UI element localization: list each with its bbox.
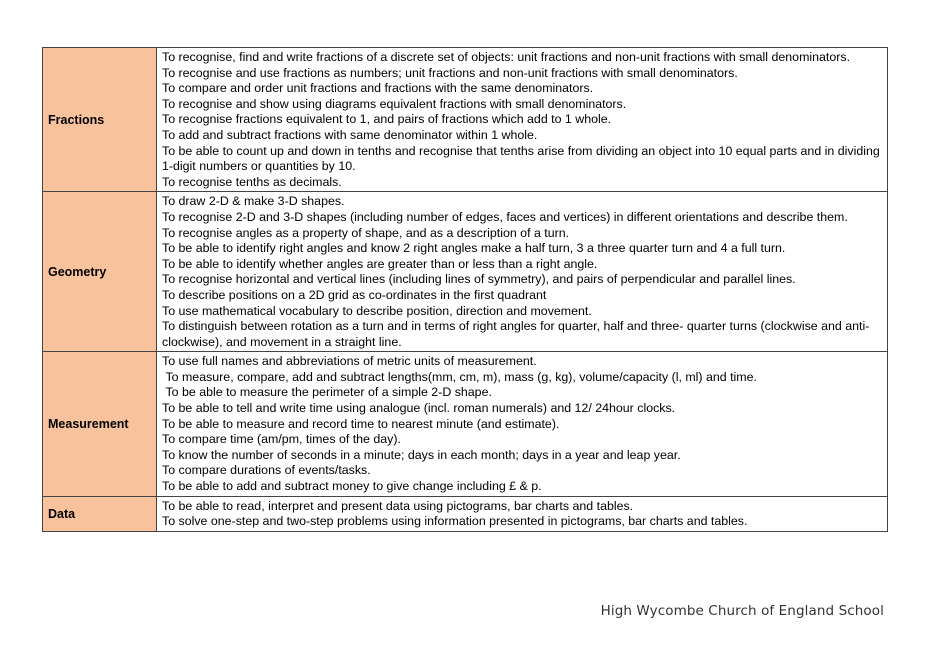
objective-line: To compare and order unit fractions and fractions with the same denominators. <box>162 81 594 96</box>
table-row-fractions <box>43 48 888 192</box>
objectives-fractions <box>157 48 888 192</box>
area-label-data: Data <box>43 496 157 531</box>
objectives-data <box>157 496 888 531</box>
footer-school-name: High Wycombe Church of England School <box>600 603 884 619</box>
area-label-measurement: Measurement <box>43 352 157 496</box>
table-row-measurement <box>43 352 888 496</box>
objective-line: To be able to measure the perimeter of a simple 2-D shape. <box>162 385 492 400</box>
objective-line: To be able to count up and down in tenths and recognise that tenths arise from dividing an object into 10 equal parts and in dividing 1-digit numbers or quantities by 10. <box>162 143 880 174</box>
objective-line: To describe positions on a 2D grid as co-ordinates in the first quadrant <box>162 287 547 302</box>
objective-line: To recognise and show using diagrams equivalent fractions with small denominators. <box>162 96 627 111</box>
objective-line: To recognise, find and write fractions of a discrete set of objects: unit fractions and non-unit fractions with small denominators. <box>162 50 851 64</box>
objectives-measurement <box>157 352 888 496</box>
area-label-geometry: Geometry <box>43 192 157 352</box>
objective-line: To add and subtract fractions with same denominator within 1 whole. <box>162 127 538 142</box>
objective-line: To recognise horizontal and vertical lines (including lines of symmetry), and pairs of perpendicular and parallel lines. <box>162 272 796 287</box>
objective-line: To be able to identify right angles and know 2 right angles make a half turn, 3 a three quarter turn and 4 a full turn. <box>162 241 786 256</box>
table-row-data <box>43 496 888 531</box>
objective-line: To know the number of seconds in a minute; days in each month; days in a year and leap year. <box>162 447 681 462</box>
objective-line: To distinguish between rotation as a turn and in terms of right angles for quarter, half and three- quarter turns (clockwise and anti-clockwise), and movement in a straight line. <box>162 319 870 349</box>
objective-line: To be able to read, interpret and present data using pictograms, bar charts and tables. <box>162 498 634 513</box>
objective-line: To be able to measure and record time to nearest minute (and estimate). <box>162 416 560 431</box>
objective-line: To recognise fractions equivalent to 1, and pairs of fractions which add to 1 whole. <box>162 112 612 127</box>
curriculum-objectives-table <box>42 47 888 532</box>
objectives-geometry <box>157 192 888 352</box>
objective-line: To be able to identify whether angles are greater than or less than a right angle. <box>162 256 598 271</box>
objective-line: To draw 2-D & make 3-D shapes. <box>162 194 345 209</box>
objective-line: To be able to tell and write time using analogue (incl. roman numerals) and 12/ 24hour clocks. <box>162 401 676 416</box>
table-row-geometry <box>43 192 888 352</box>
objective-line: To use full names and abbreviations of metric units of measurement. <box>162 354 537 369</box>
objective-line: To be able to add and subtract money to give change including £ & p. <box>162 479 542 494</box>
objective-line: To recognise angles as a property of shape, and as a description of a turn. <box>162 225 570 240</box>
objective-line: To use mathematical vocabulary to describe position, direction and movement. <box>162 303 592 318</box>
objective-line: To recognise and use fractions as numbers; unit fractions and non-unit fractions with small denominators. <box>162 65 738 80</box>
objective-line: To recognise 2-D and 3-D shapes (including number of edges, faces and vertices) in different orientations and describe them. <box>162 209 848 224</box>
area-label-fractions: Fractions <box>43 48 157 192</box>
objective-line: To compare durations of events/tasks. <box>162 463 371 478</box>
objective-line: To solve one-step and two-step problems using information presented in pictograms, bar charts and tables. <box>162 514 748 529</box>
objective-line: To measure, compare, add and subtract lengths(mm, cm, m), mass (g, kg), volume/capacity (l, ml) and time. <box>162 369 757 384</box>
objective-line: To compare time (am/pm, times of the day). <box>162 432 401 447</box>
objective-line: To recognise tenths as decimals. <box>162 174 342 189</box>
